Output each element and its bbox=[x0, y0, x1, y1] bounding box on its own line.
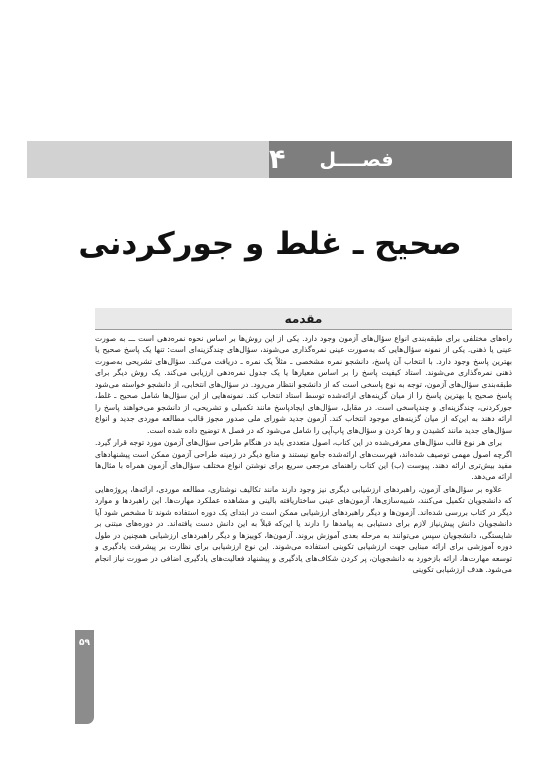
chapter-label: فصــــل bbox=[319, 148, 394, 171]
section-heading-label: مقدمه bbox=[284, 311, 323, 326]
paragraph: راه‌های مختلفی برای طبقه‌بندی انواع سؤال‌های آزمون وجود دارد. یکی از این روش‌ها بر اساس نحوه نمره‌دهی است ـــ به صورت عینی یا ذهنی. یکی از نمونه سؤال‌هایی که به‌صورت عینی نمره‌گذاری می‌شوند، سؤال‌های چندگزینه‌ای است: تنها یک پاسخ صحیح یا بهترین پاسخ وجود دارد. با انتخاب آن پاسخ، دانشجو نمره مشخصی ـ مثلاً یک نمره ـ دریافت می‌کند. سؤال‌های تشریحی به‌صورت ذهنی نمره‌گذاری می‌شوند. استاد کیفیت پاسخ را بر اساس معیارها یا یک جدول نمره‌دهی ارزیابی می‌کند. یک روش دیگر برای طبقه‌بندی سؤال‌های آزمون، توجه به نوع پاسخی است که از دانشجو انتظار می‌رود. در سؤال‌های انتخابی، از دانشجو خواسته می‌شود پاسخ صحیح یا بهترین پاسخ را از میان گزینه‌های ارائه‌شده توسط استاد انتخاب کند. نمونه‌هایی از این سؤال‌ها شامل صحیح ـ غلط، جورکردنی، چندگزینه‌ای و چندپاسخی است. در مقابل، سؤال‌های ایجادپاسخ مانند تکمیلی و تشریحی، از دانشجو می‌خواهند پاسخ را ارائه دهند به این‌که از میان گزینه‌های موجود انتخاب کند. آزمون جدید شورای ملی صدور مجوز قالب مطالعه موردی جدید و انواع سؤال‌های جدید مانند کشیدن و رها کردن و سؤال‌های پاپ‌آپی را شامل می‌شود که در فصل ۸ توضیح داده شده است. bbox=[95, 334, 512, 435]
chapter-number: ۴ bbox=[269, 144, 286, 175]
paragraph: علاوه بر سؤال‌های آزمون، راهبردهای ارزشیابی دیگری نیز وجود دارند مانند تکالیف نوشتاری، مطالعه موردی، ارائه‌ها، پروژه‌هایی که دانشجویان تکمیل می‌کنند، شبیه‌سازی‌ها، آزمون‌های عینی ساختاریافته بالینی و مشاهده عملکرد مهارت‌ها. این راهبردها و موارد دیگر در کتاب بررسی شده‌اند. آزمون‌ها و دیگر راهبردهای ارزشیابی ممکن است در ابتدای یک دوره استفاده شوند تا مشخص شود آیا دانشجویان دانش پیش‌نیاز لازم برای دستیابی به پیامدها را دارند یا این‌که قبلاً به این دانش دست یافته‌اند. در دوره‌های مبتنی بر شایستگی، دانشجویان سپس می‌توانند به مرحله بعدی آموزش بروند. آزمون‌ها، کوییزها و دیگر راهبردهای ارزشیابی همچنین در طول دوره آموزشی برای ارائه مبنایی جهت ارزشیابی تکوینی استفاده می‌شوند. این نوع ارزشیابی برای نظارت بر پیشرفت یادگیری و توسعه مهارت‌ها، ارائه بازخورد به دانشجویان، پر کردن شکاف‌های یادگیری و پیشنهاد فعالیت‌های یادگیری اضافی در صورت نیاز انجام می‌شود. هدف ارزشیابی تکوینی bbox=[95, 484, 512, 575]
chapter-banner bbox=[27, 141, 512, 178]
chapter-title: صحیح ـ غلط و جورکردنی bbox=[78, 226, 462, 262]
paragraph: برای هر نوع قالب سؤال‌های معرفی‌شده در این کتاب، اصول متعددی باید در هنگام طراحی سؤال‌های آزمون مورد توجه قرار گیرد. اگرچه اصول مهمی توصیف شده‌اند، فهرست‌های ارائه‌شده جامع نیستند و منابع دیگر در زمینه طراحی آزمون ممکن است پیشنهادهای مفید بیش‌تری ارائه دهند. پیوست (ب) این کتاب راهنمای مرجعی سریع برای نوشتن انواع مختلف سؤال‌های آزمون همراه با مثال‌ها ارائه می‌دهد. bbox=[95, 438, 512, 482]
page-number-tab bbox=[75, 630, 94, 724]
section-heading bbox=[95, 308, 512, 330]
body-text bbox=[95, 333, 512, 577]
page-number: ۵۹ bbox=[79, 638, 90, 648]
chapter-tab bbox=[269, 141, 512, 178]
